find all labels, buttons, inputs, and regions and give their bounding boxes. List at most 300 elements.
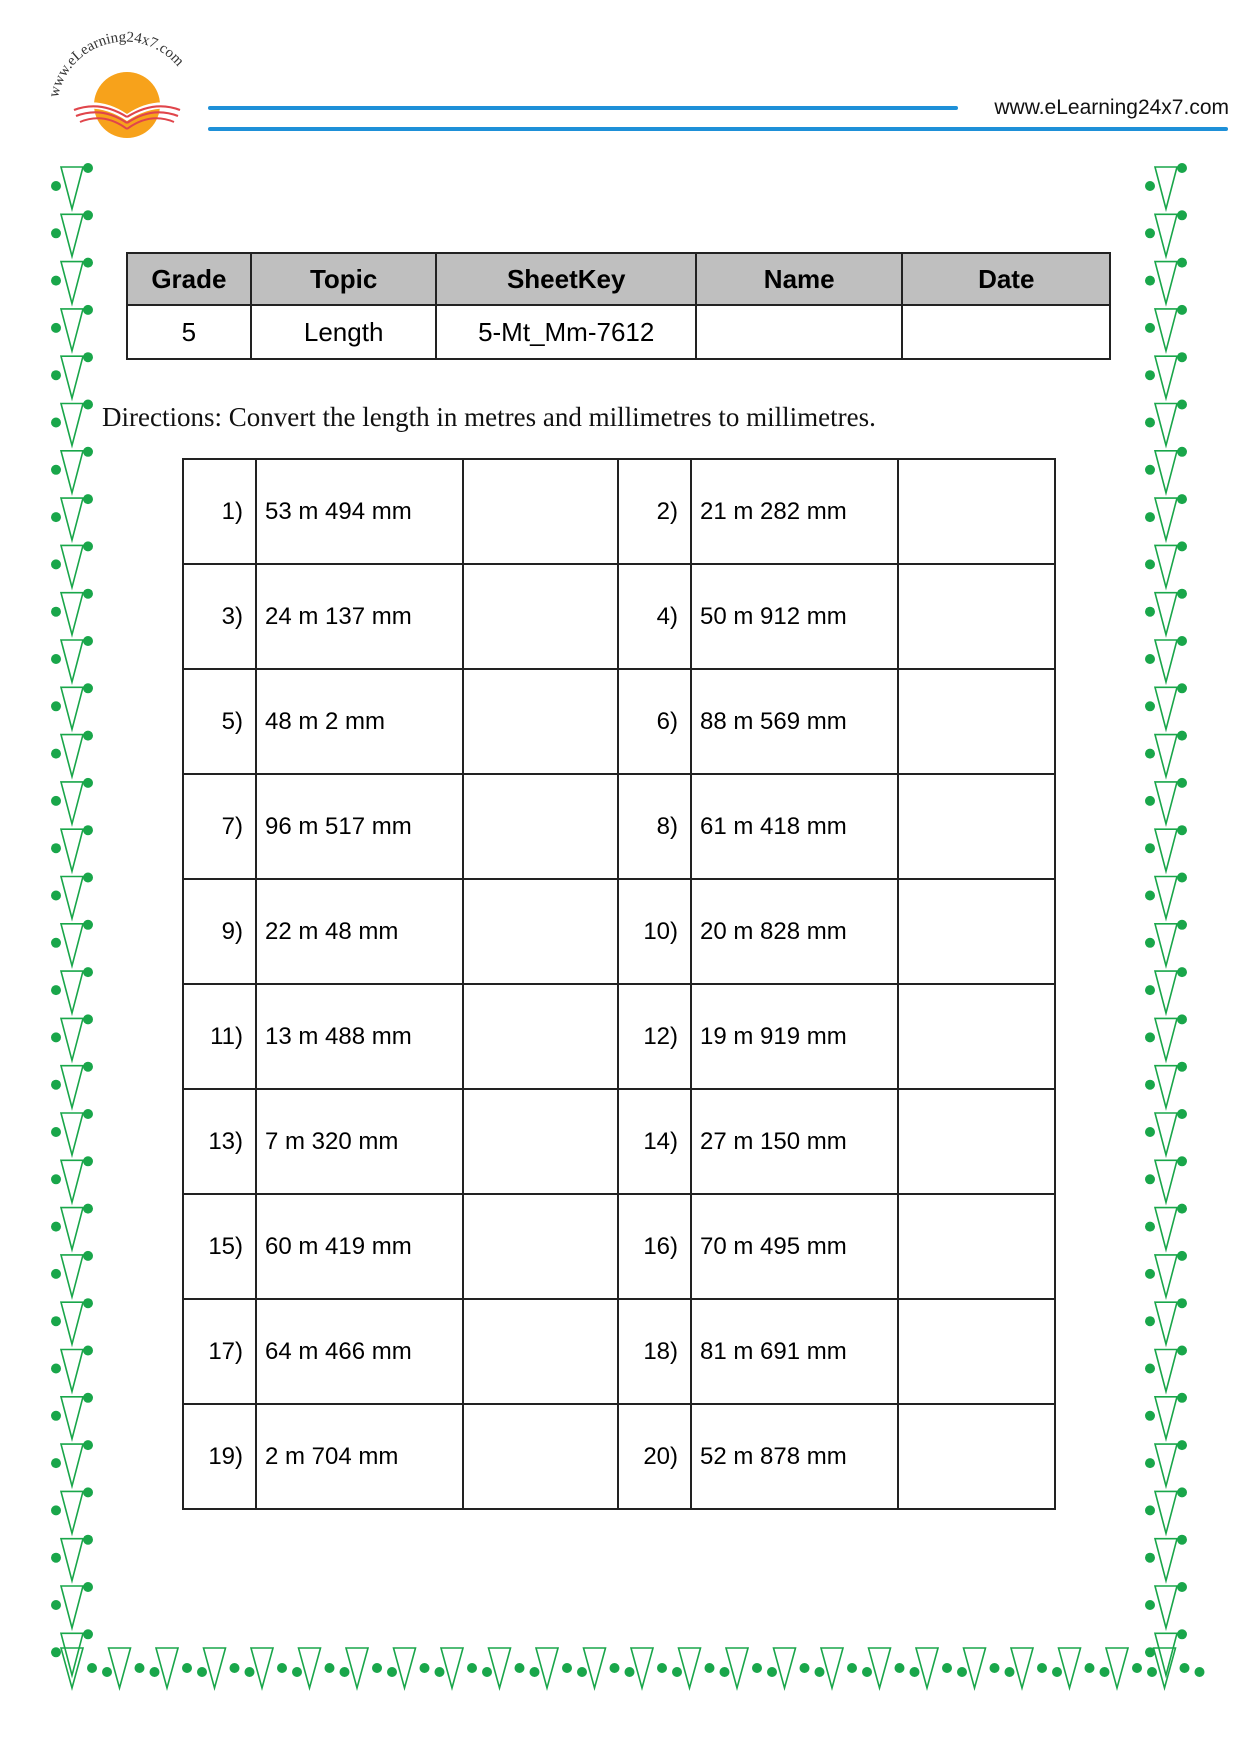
border-dot bbox=[1145, 181, 1155, 191]
border-dot bbox=[815, 1667, 825, 1677]
border-dot bbox=[340, 1667, 350, 1677]
date-header: Date bbox=[902, 253, 1110, 305]
border-dot bbox=[1145, 749, 1155, 759]
border-triangle bbox=[61, 309, 83, 351]
border-dot bbox=[1145, 1458, 1155, 1468]
border-dot bbox=[1145, 228, 1155, 238]
border-dot bbox=[1177, 825, 1187, 835]
border-dot bbox=[467, 1663, 477, 1673]
border-dot bbox=[562, 1663, 572, 1673]
problem-number: 6) bbox=[618, 669, 691, 774]
problem-question: 27 m 150 mm bbox=[691, 1089, 898, 1194]
info-header-row bbox=[127, 253, 1110, 305]
border-dot bbox=[83, 1062, 93, 1072]
answer-box[interactable] bbox=[898, 1299, 1055, 1404]
border-dot bbox=[51, 654, 61, 664]
problem-question: 48 m 2 mm bbox=[256, 669, 463, 774]
problem-row bbox=[183, 984, 1055, 1089]
border-dot bbox=[150, 1667, 160, 1677]
border-triangle bbox=[61, 1160, 83, 1202]
problem-number: 10) bbox=[618, 879, 691, 984]
border-dot bbox=[625, 1667, 635, 1677]
border-triangle bbox=[1155, 498, 1177, 540]
border-dot bbox=[1177, 1487, 1187, 1497]
border-dot bbox=[387, 1667, 397, 1677]
border-triangle bbox=[916, 1648, 938, 1688]
border-triangle bbox=[821, 1648, 843, 1688]
grade-header: Grade bbox=[127, 253, 251, 305]
answer-box[interactable] bbox=[463, 1404, 618, 1509]
border-dot bbox=[1145, 796, 1155, 806]
border-dot bbox=[1177, 1535, 1187, 1545]
border-dot bbox=[51, 276, 61, 286]
border-dot bbox=[752, 1663, 762, 1673]
border-triangle bbox=[61, 1255, 83, 1297]
border-dot bbox=[83, 1014, 93, 1024]
border-triangle bbox=[1155, 545, 1177, 587]
border-triangle bbox=[1155, 1066, 1177, 1108]
border-triangle bbox=[204, 1648, 226, 1688]
border-dot bbox=[1005, 1667, 1015, 1677]
border-dot bbox=[51, 512, 61, 522]
border-dot bbox=[767, 1667, 777, 1677]
border-dot bbox=[1145, 323, 1155, 333]
border-dot bbox=[83, 589, 93, 599]
border-triangle bbox=[679, 1648, 701, 1688]
border-triangle bbox=[109, 1648, 131, 1688]
info-value-row bbox=[127, 305, 1110, 359]
border-triangle bbox=[61, 404, 83, 446]
border-dot bbox=[1177, 589, 1187, 599]
border-dot bbox=[1177, 541, 1187, 551]
border-dot bbox=[83, 447, 93, 457]
border-triangle bbox=[1155, 1255, 1177, 1297]
problem-row bbox=[183, 459, 1055, 564]
border-triangle bbox=[1155, 1350, 1177, 1392]
problem-number: 1) bbox=[183, 459, 256, 564]
border-dot bbox=[1052, 1667, 1062, 1677]
border-dot bbox=[51, 1080, 61, 1090]
border-triangle bbox=[1155, 877, 1177, 919]
problem-question: 52 m 878 mm bbox=[691, 1404, 898, 1509]
topic-header: Topic bbox=[251, 253, 437, 305]
border-dot bbox=[1132, 1663, 1142, 1673]
border-dot bbox=[1145, 1316, 1155, 1326]
border-dot bbox=[1177, 447, 1187, 457]
border-dot bbox=[1145, 1364, 1155, 1374]
border-triangle bbox=[61, 1586, 83, 1628]
border-triangle bbox=[61, 1539, 83, 1581]
border-dot bbox=[1145, 1505, 1155, 1515]
border-triangle bbox=[1155, 1160, 1177, 1202]
border-triangle bbox=[1155, 1586, 1177, 1628]
border-triangle bbox=[1155, 309, 1177, 351]
border-triangle bbox=[1155, 735, 1177, 777]
border-dot bbox=[530, 1667, 540, 1677]
border-dot bbox=[83, 1582, 93, 1592]
answer-box[interactable] bbox=[898, 879, 1055, 984]
problem-question: 21 m 282 mm bbox=[691, 459, 898, 564]
directions-text: Directions: Convert the length in metres and millimetres to millimetres. bbox=[102, 402, 876, 432]
border-triangle bbox=[869, 1648, 891, 1688]
border-dot bbox=[672, 1667, 682, 1677]
border-triangle bbox=[1155, 1444, 1177, 1486]
answer-box[interactable] bbox=[463, 774, 618, 879]
problem-number: 14) bbox=[618, 1089, 691, 1194]
problem-question: 61 m 418 mm bbox=[691, 774, 898, 879]
border-dot bbox=[1177, 1109, 1187, 1119]
border-dot bbox=[1177, 778, 1187, 788]
border-triangle bbox=[774, 1648, 796, 1688]
border-dot bbox=[83, 1251, 93, 1261]
border-triangle bbox=[61, 877, 83, 919]
border-triangle bbox=[441, 1648, 463, 1688]
border-dot bbox=[51, 465, 61, 475]
border-dot bbox=[910, 1667, 920, 1677]
border-triangle bbox=[726, 1648, 748, 1688]
border-triangle bbox=[61, 1066, 83, 1108]
problem-question: 7 m 320 mm bbox=[256, 1089, 463, 1194]
border-dot bbox=[1177, 1156, 1187, 1166]
border-dot bbox=[83, 778, 93, 788]
border-triangle bbox=[61, 924, 83, 966]
border-triangle bbox=[61, 1648, 83, 1688]
border-triangle bbox=[1155, 782, 1177, 824]
problem-number: 18) bbox=[618, 1299, 691, 1404]
border-dot bbox=[83, 1109, 93, 1119]
border-triangle bbox=[1155, 640, 1177, 682]
border-dot bbox=[245, 1667, 255, 1677]
border-triangle bbox=[61, 1350, 83, 1392]
border-dot bbox=[577, 1667, 587, 1677]
border-triangle bbox=[61, 167, 83, 209]
border-dot bbox=[372, 1663, 382, 1673]
border-triangle bbox=[1155, 971, 1177, 1013]
border-dot bbox=[1145, 1600, 1155, 1610]
border-triangle bbox=[61, 593, 83, 635]
problem-question: 20 m 828 mm bbox=[691, 879, 898, 984]
border-dot bbox=[1145, 465, 1155, 475]
border-dot bbox=[1177, 1251, 1187, 1261]
border-dot bbox=[51, 891, 61, 901]
border-triangle bbox=[1011, 1648, 1033, 1688]
border-dot bbox=[862, 1667, 872, 1677]
border-dot bbox=[1145, 1080, 1155, 1090]
border-triangle bbox=[61, 1397, 83, 1439]
border-dot bbox=[83, 1393, 93, 1403]
header-site-url: www.eLearning24x7.com bbox=[994, 96, 1229, 119]
problem-number: 3) bbox=[183, 564, 256, 669]
border-dot bbox=[1145, 1553, 1155, 1563]
border-dot bbox=[83, 1440, 93, 1450]
problem-question: 60 m 419 mm bbox=[256, 1194, 463, 1299]
answer-box[interactable] bbox=[463, 564, 618, 669]
answer-box[interactable] bbox=[463, 879, 618, 984]
border-dot bbox=[51, 228, 61, 238]
problem-question: 81 m 691 mm bbox=[691, 1299, 898, 1404]
border-dot bbox=[1145, 985, 1155, 995]
border-dot bbox=[83, 1629, 93, 1639]
answer-box[interactable] bbox=[898, 459, 1055, 564]
border-dot bbox=[1177, 1346, 1187, 1356]
border-triangle bbox=[61, 1491, 83, 1533]
border-triangle bbox=[251, 1648, 273, 1688]
border-dot bbox=[83, 352, 93, 362]
border-dot bbox=[1147, 1667, 1157, 1677]
border-dot bbox=[51, 181, 61, 191]
date-field[interactable] bbox=[902, 305, 1110, 359]
problem-number: 13) bbox=[183, 1089, 256, 1194]
border-triangle bbox=[61, 687, 83, 729]
problem-row bbox=[183, 1194, 1055, 1299]
border-dot bbox=[1177, 1440, 1187, 1450]
border-dot bbox=[1145, 891, 1155, 901]
border-dot bbox=[515, 1663, 525, 1673]
border-dot bbox=[51, 1553, 61, 1563]
border-dot bbox=[1177, 1393, 1187, 1403]
border-dot bbox=[51, 1647, 61, 1657]
border-dot bbox=[51, 985, 61, 995]
border-dot bbox=[1100, 1667, 1110, 1677]
grade-value: 5 bbox=[127, 305, 251, 359]
border-triangle bbox=[61, 1633, 83, 1675]
border-dot bbox=[51, 370, 61, 380]
sheetkey-header: SheetKey bbox=[436, 253, 696, 305]
answer-box[interactable] bbox=[898, 774, 1055, 879]
answer-box[interactable] bbox=[463, 1299, 618, 1404]
border-dot bbox=[1177, 920, 1187, 930]
border-dot bbox=[1177, 636, 1187, 646]
border-dot bbox=[83, 163, 93, 173]
border-triangle bbox=[1155, 1208, 1177, 1250]
border-dot bbox=[51, 1458, 61, 1468]
border-dot bbox=[197, 1667, 207, 1677]
border-dot bbox=[83, 873, 93, 883]
border-dot bbox=[1177, 967, 1187, 977]
problem-question: 53 m 494 mm bbox=[256, 459, 463, 564]
border-dot bbox=[51, 1032, 61, 1042]
border-dot bbox=[1177, 258, 1187, 268]
border-dot bbox=[51, 1411, 61, 1421]
border-triangle bbox=[1155, 1302, 1177, 1344]
border-dot bbox=[51, 749, 61, 759]
border-dot bbox=[1177, 1582, 1187, 1592]
problem-question: 88 m 569 mm bbox=[691, 669, 898, 774]
border-dot bbox=[51, 1222, 61, 1232]
problem-number: 15) bbox=[183, 1194, 256, 1299]
border-dot bbox=[51, 1269, 61, 1279]
border-dot bbox=[1145, 559, 1155, 569]
border-dot bbox=[800, 1663, 810, 1673]
problem-question: 24 m 137 mm bbox=[256, 564, 463, 669]
answer-box[interactable] bbox=[898, 984, 1055, 1089]
problem-number: 9) bbox=[183, 879, 256, 984]
border-dot bbox=[1177, 305, 1187, 315]
border-dot bbox=[1177, 494, 1187, 504]
border-dot bbox=[1145, 654, 1155, 664]
border-dot bbox=[1177, 1204, 1187, 1214]
sheetkey-value: 5-Mt_Mm-7612 bbox=[436, 305, 696, 359]
problem-question: 2 m 704 mm bbox=[256, 1404, 463, 1509]
border-dot bbox=[51, 1364, 61, 1374]
border-dot bbox=[83, 541, 93, 551]
border-dot bbox=[1145, 512, 1155, 522]
border-dot bbox=[51, 607, 61, 617]
border-triangle bbox=[61, 498, 83, 540]
border-dot bbox=[1177, 873, 1187, 883]
problem-question: 50 m 912 mm bbox=[691, 564, 898, 669]
border-triangle bbox=[489, 1648, 511, 1688]
border-triangle bbox=[1155, 356, 1177, 398]
answer-box[interactable] bbox=[898, 564, 1055, 669]
border-dot bbox=[990, 1663, 1000, 1673]
border-dot bbox=[83, 305, 93, 315]
border-dot bbox=[435, 1667, 445, 1677]
problem-row bbox=[183, 564, 1055, 669]
problem-row bbox=[183, 879, 1055, 984]
border-dot bbox=[83, 210, 93, 220]
border-triangle bbox=[536, 1648, 558, 1688]
border-dot bbox=[1145, 938, 1155, 948]
border-triangle bbox=[1106, 1648, 1128, 1688]
border-dot bbox=[1145, 418, 1155, 428]
problem-number: 16) bbox=[618, 1194, 691, 1299]
border-dot bbox=[1177, 163, 1187, 173]
problem-number: 4) bbox=[618, 564, 691, 669]
border-dot bbox=[1177, 731, 1187, 741]
border-dot bbox=[1145, 276, 1155, 286]
border-dot bbox=[1145, 1127, 1155, 1137]
problem-question: 70 m 495 mm bbox=[691, 1194, 898, 1299]
border-triangle bbox=[61, 782, 83, 824]
border-dot bbox=[325, 1663, 335, 1673]
answer-box[interactable] bbox=[463, 459, 618, 564]
border-dot bbox=[1145, 1222, 1155, 1232]
header-rule-top bbox=[208, 106, 958, 110]
border-triangle bbox=[1155, 262, 1177, 304]
border-dot bbox=[83, 1298, 93, 1308]
border-dot bbox=[705, 1663, 715, 1673]
border-dot bbox=[1145, 370, 1155, 380]
border-triangle bbox=[61, 214, 83, 256]
problem-number: 5) bbox=[183, 669, 256, 774]
border-dot bbox=[51, 1600, 61, 1610]
answer-box[interactable] bbox=[463, 1089, 618, 1194]
border-triangle bbox=[156, 1648, 178, 1688]
problem-number: 11) bbox=[183, 984, 256, 1089]
border-triangle bbox=[61, 1113, 83, 1155]
border-dot bbox=[1145, 1269, 1155, 1279]
name-field[interactable] bbox=[696, 305, 903, 359]
problem-number: 17) bbox=[183, 1299, 256, 1404]
logo-text: www.eLearning24x7.com bbox=[46, 29, 187, 100]
border-dot bbox=[83, 920, 93, 930]
border-dot bbox=[87, 1663, 97, 1673]
border-dot bbox=[277, 1663, 287, 1673]
answer-box[interactable] bbox=[463, 669, 618, 774]
name-header: Name bbox=[696, 253, 903, 305]
border-dot bbox=[1145, 1032, 1155, 1042]
topic-value: Length bbox=[251, 305, 437, 359]
border-dot bbox=[83, 400, 93, 410]
border-dot bbox=[1177, 352, 1187, 362]
border-dot bbox=[720, 1667, 730, 1677]
border-dot bbox=[83, 683, 93, 693]
border-dot bbox=[1180, 1663, 1190, 1673]
border-triangle bbox=[1155, 687, 1177, 729]
border-dot bbox=[1177, 1629, 1187, 1639]
border-dot bbox=[1177, 1014, 1187, 1024]
border-triangle bbox=[1155, 1018, 1177, 1060]
border-dot bbox=[847, 1663, 857, 1673]
border-triangle bbox=[61, 640, 83, 682]
border-triangle bbox=[346, 1648, 368, 1688]
border-dot bbox=[1037, 1663, 1047, 1673]
border-dot bbox=[895, 1663, 905, 1673]
border-triangle bbox=[1155, 451, 1177, 493]
border-dot bbox=[657, 1663, 667, 1673]
border-triangle bbox=[299, 1648, 321, 1688]
problem-row bbox=[183, 774, 1055, 879]
problem-number: 12) bbox=[618, 984, 691, 1089]
border-dot bbox=[51, 559, 61, 569]
border-dot bbox=[51, 1505, 61, 1515]
answer-box[interactable] bbox=[898, 1194, 1055, 1299]
elearning-logo bbox=[40, 20, 215, 145]
border-dot bbox=[182, 1663, 192, 1673]
border-dot bbox=[83, 1156, 93, 1166]
border-triangle bbox=[1155, 593, 1177, 635]
border-triangle bbox=[61, 735, 83, 777]
problem-row bbox=[183, 669, 1055, 774]
problems-table bbox=[182, 458, 1056, 1510]
border-dot bbox=[942, 1663, 952, 1673]
border-triangle bbox=[61, 1208, 83, 1250]
border-dot bbox=[51, 418, 61, 428]
border-dot bbox=[420, 1663, 430, 1673]
border-triangle bbox=[631, 1648, 653, 1688]
answer-box[interactable] bbox=[898, 1404, 1055, 1509]
answer-box[interactable] bbox=[898, 669, 1055, 774]
border-dot bbox=[83, 1487, 93, 1497]
border-dot bbox=[51, 1174, 61, 1184]
border-dot bbox=[83, 1204, 93, 1214]
problem-row bbox=[183, 1089, 1055, 1194]
border-dot bbox=[482, 1667, 492, 1677]
border-dot bbox=[1177, 1298, 1187, 1308]
border-triangle bbox=[964, 1648, 986, 1688]
answer-box[interactable] bbox=[463, 1194, 618, 1299]
border-triangle bbox=[61, 1444, 83, 1486]
answer-box[interactable] bbox=[898, 1089, 1055, 1194]
problem-number: 20) bbox=[618, 1404, 691, 1509]
answer-box[interactable] bbox=[463, 984, 618, 1089]
border-dot bbox=[83, 731, 93, 741]
border-dot bbox=[1145, 701, 1155, 711]
border-dot bbox=[1177, 400, 1187, 410]
border-triangle bbox=[61, 545, 83, 587]
border-dot bbox=[51, 843, 61, 853]
border-dot bbox=[1145, 1174, 1155, 1184]
problem-number: 8) bbox=[618, 774, 691, 879]
problem-row bbox=[183, 1299, 1055, 1404]
border-triangle bbox=[1155, 1539, 1177, 1581]
border-dot bbox=[83, 967, 93, 977]
border-dot bbox=[51, 938, 61, 948]
border-dot bbox=[1195, 1667, 1205, 1677]
border-dot bbox=[230, 1663, 240, 1673]
border-triangle bbox=[61, 829, 83, 871]
